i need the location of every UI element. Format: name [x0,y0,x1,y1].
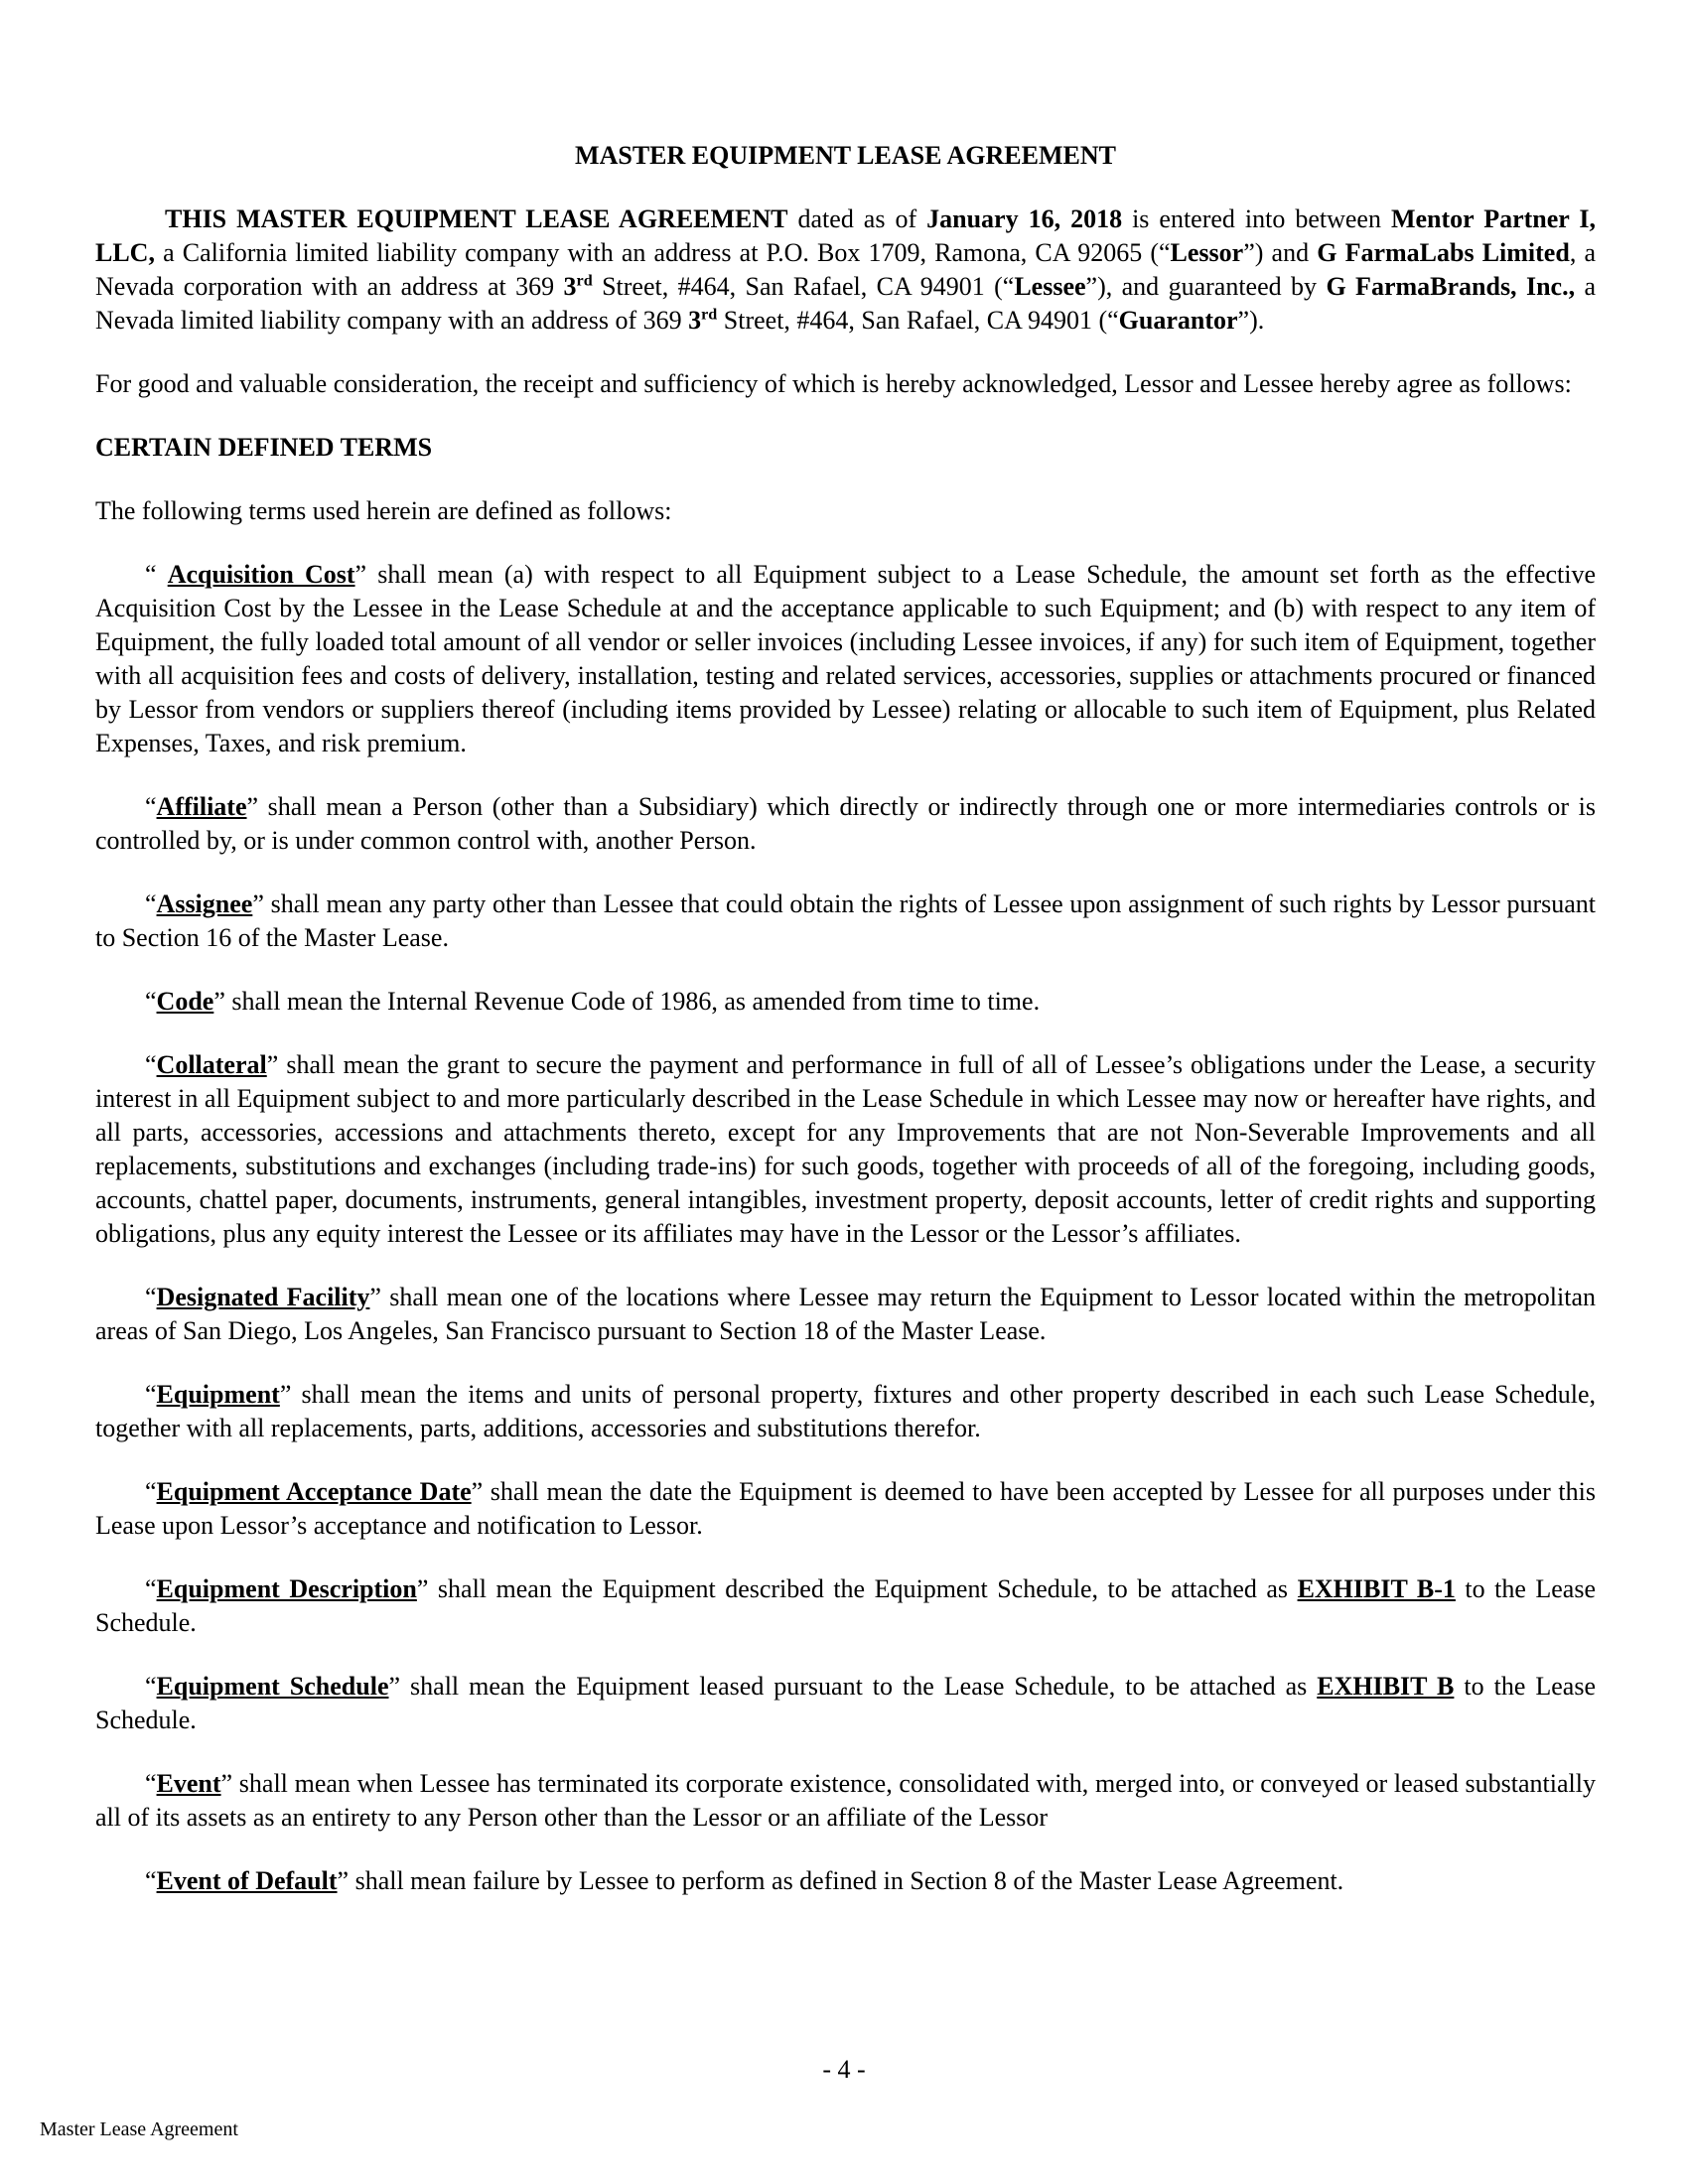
text-run: ” shall mean (a) with respect to all Equipment subject to a Lease Schedule, the amount set forth as the effective Acquisition Cost by the Lessee in the Lease Schedule at and the acceptance applicable to such Equipment; and (b) with respect to any item of Equipment, the fully loaded total amount of all vendor or seller invoices (including Lessee invoices, if any) for such item of Equipment, together with all acquisition fees and costs of delivery, installation, testing and related services, accessories, supplies or attachments procured or financed by Lessor from vendors or suppliers thereof (including items provided by Lessee) relating or allocable to such item of Equipment, plus Related Expenses, Taxes, and risk premium. [95,560,1597,757]
text-run: Affiliate [156,792,247,821]
definition-event-of-default [95,1864,1596,1898]
text-run: Lessee [1014,272,1086,301]
text-run: Event [156,1769,221,1798]
definition-equipment-description [95,1572,1596,1640]
text-run: ” shall mean the Internal Revenue Code of 1986, as amended from time to time. [213,987,1041,1016]
text-run: ”), and guaranteed by [1085,272,1327,301]
text-run: “ [145,1574,157,1603]
text-run: ”) and [1243,238,1318,267]
text-run: “ [145,1050,157,1079]
text-run: ” shall mean the grant to secure the payment and performance in full of all of Lessee’s obligations under the Lease, a security interest in all Equipment subject to and more particularly described in the Lease Schedule in which Lessee may now or hereafter have rights, and all parts, accessories, accessions and attachments thereto, except for any Improvements that are not Non-Severable Improvements and all replacements, substitutions and exchanges (including trade-ins) for such goods, together with proceeds of all of the foregoing, including goods, accounts, chattel paper, documents, instruments, general intangibles, investment property, deposit accounts, letter of credit rights and supporting obligations, plus any equity interest the Lessee or its affiliates may have in the Lessor or the Lessor’s affiliates. [95,1050,1596,1248]
text-run: a Nevada limited liability company with an address of 369 [95,272,1597,335]
definition-equipment [95,1378,1596,1445]
text-run: Assignee [156,889,253,918]
text-run: Street, #464, San Rafael, CA 94901 (“ [592,272,1015,301]
definition-equipment-acceptance-date [95,1475,1596,1543]
text-run: rd [701,306,718,324]
definition-code [95,985,1596,1019]
text-run: ” shall mean one of the locations where Lessee may return the Equipment to Lessor located within the metropolitan areas of San Diego, Los Angeles, San Francisco pursuant to Section 18 of the Master Lease. [95,1283,1596,1345]
text-run: to the Lease Schedule. [95,1672,1596,1734]
text-run: “ [145,889,157,918]
definition-collateral [95,1048,1596,1251]
text-run: Code [156,987,214,1016]
text-run: EXHIBIT B-1 [1297,1574,1456,1603]
defined-terms-heading: CERTAIN DEFINED TERMS [95,433,433,462]
text-run: ” shall mean the date the Equipment is deemed to have been accepted by Lessee for all purposes under this Lease upon Lessor’s acceptance and notification to Lessor. [95,1477,1596,1540]
text-run: rd [576,272,593,290]
definition-acquisition-cost [95,558,1596,760]
text-run: ” shall mean a Person (other than a Subsidiary) which directly or indirectly through one or more intermediaries controls or is controlled by, or is under common control with, another Person. [95,792,1596,855]
text-run: Designated Facility [156,1283,370,1311]
text-run: Collateral [156,1050,267,1079]
text-run: “ [145,1672,157,1701]
text-run: January 16, 2018 [926,205,1123,233]
text-run: “ [145,987,157,1016]
text-run: 3 [563,272,577,301]
text-run: a California limited liability company with an address at P.O. Box 1709, Ramona, CA 92065 (“ [154,238,1171,267]
consideration-paragraph: For good and valuable consideration, the receipt and sufficiency of which is hereby acknowledged, Lessor and Lessee hereby agree as follows: [95,369,1572,398]
text-run: EXHIBIT B [1317,1672,1455,1701]
text-run: Mentor Partner I, LLC, [95,205,1596,267]
definition-event [95,1767,1596,1835]
text-run: THIS MASTER EQUIPMENT LEASE AGREEMENT [165,205,788,233]
footer-document-label: Master Lease Agreement [40,2118,238,2140]
text-run: “ [145,1477,157,1506]
text-run: Equipment Schedule [156,1672,389,1701]
text-run: ” shall mean the items and units of personal property, fixtures and other property described in each such Lease Schedule, together with all replacements, parts, additions, accessories and substitutions therefor. [95,1380,1596,1442]
document-title: MASTER EQUIPMENT LEASE AGREEMENT [575,141,1116,170]
text-run: G FarmaBrands, Inc., [1326,272,1576,301]
text-run: ”). [1237,306,1265,335]
definitions-intro: The following terms used herein are defined as follows: [95,496,672,525]
definition-affiliate [95,790,1596,858]
text-run: Equipment [156,1380,280,1409]
opening-paragraph [95,203,1596,338]
text-run: , a Nevada corporation with an address at 369 [95,238,1596,301]
text-run: dated as of [787,205,927,233]
page-number: - 4 - [822,2055,866,2084]
text-run: Street, #464, San Rafael, CA 94901 (“ [717,306,1119,335]
text-run: “ [145,792,157,821]
text-run: Equipment Description [156,1574,417,1603]
definition-assignee [95,887,1596,955]
text-run: Guarantor [1118,306,1238,335]
text-run: ” shall mean the Equipment described the Equipment Schedule, to be attached as [416,1574,1298,1603]
text-run: ” shall mean failure by Lessee to perform as defined in Section 8 of the Master Lease Agreement. [337,1866,1344,1895]
text-run: to the Lease Schedule. [95,1574,1597,1637]
text-run: 3 [688,306,702,335]
text-run: ” shall mean the Equipment leased pursuant to the Lease Schedule, to be attached as [388,1672,1318,1701]
text-run: “ [145,1769,157,1798]
text-run: ” shall mean any party other than Lessee that could obtain the rights of Lessee upon assignment of such rights by Lessor pursuant to Section 16 of the Master Lease. [95,889,1596,952]
text-run: G FarmaLabs Limited [1317,238,1570,267]
text-run: “ [145,1283,157,1311]
text-run: Lessor [1170,238,1244,267]
text-run: Event of Default [156,1866,338,1895]
text-run: is entered into between [1122,205,1391,233]
text-run: “ [145,1866,157,1895]
text-run: Acquisition Cost [167,560,355,589]
text-run: Equipment Acceptance Date [156,1477,472,1506]
definition-designated-facility [95,1281,1596,1348]
text-run: ” shall mean when Lessee has terminated its corporate existence, consolidated with, merged into, or conveyed or leased substantially all of its assets as an entirety to any Person other than the Lessor or an affiliate of the Lessor [95,1769,1596,1832]
text-run: “ [145,1380,157,1409]
definition-equipment-schedule [95,1670,1596,1737]
text-run: “ [145,560,168,589]
